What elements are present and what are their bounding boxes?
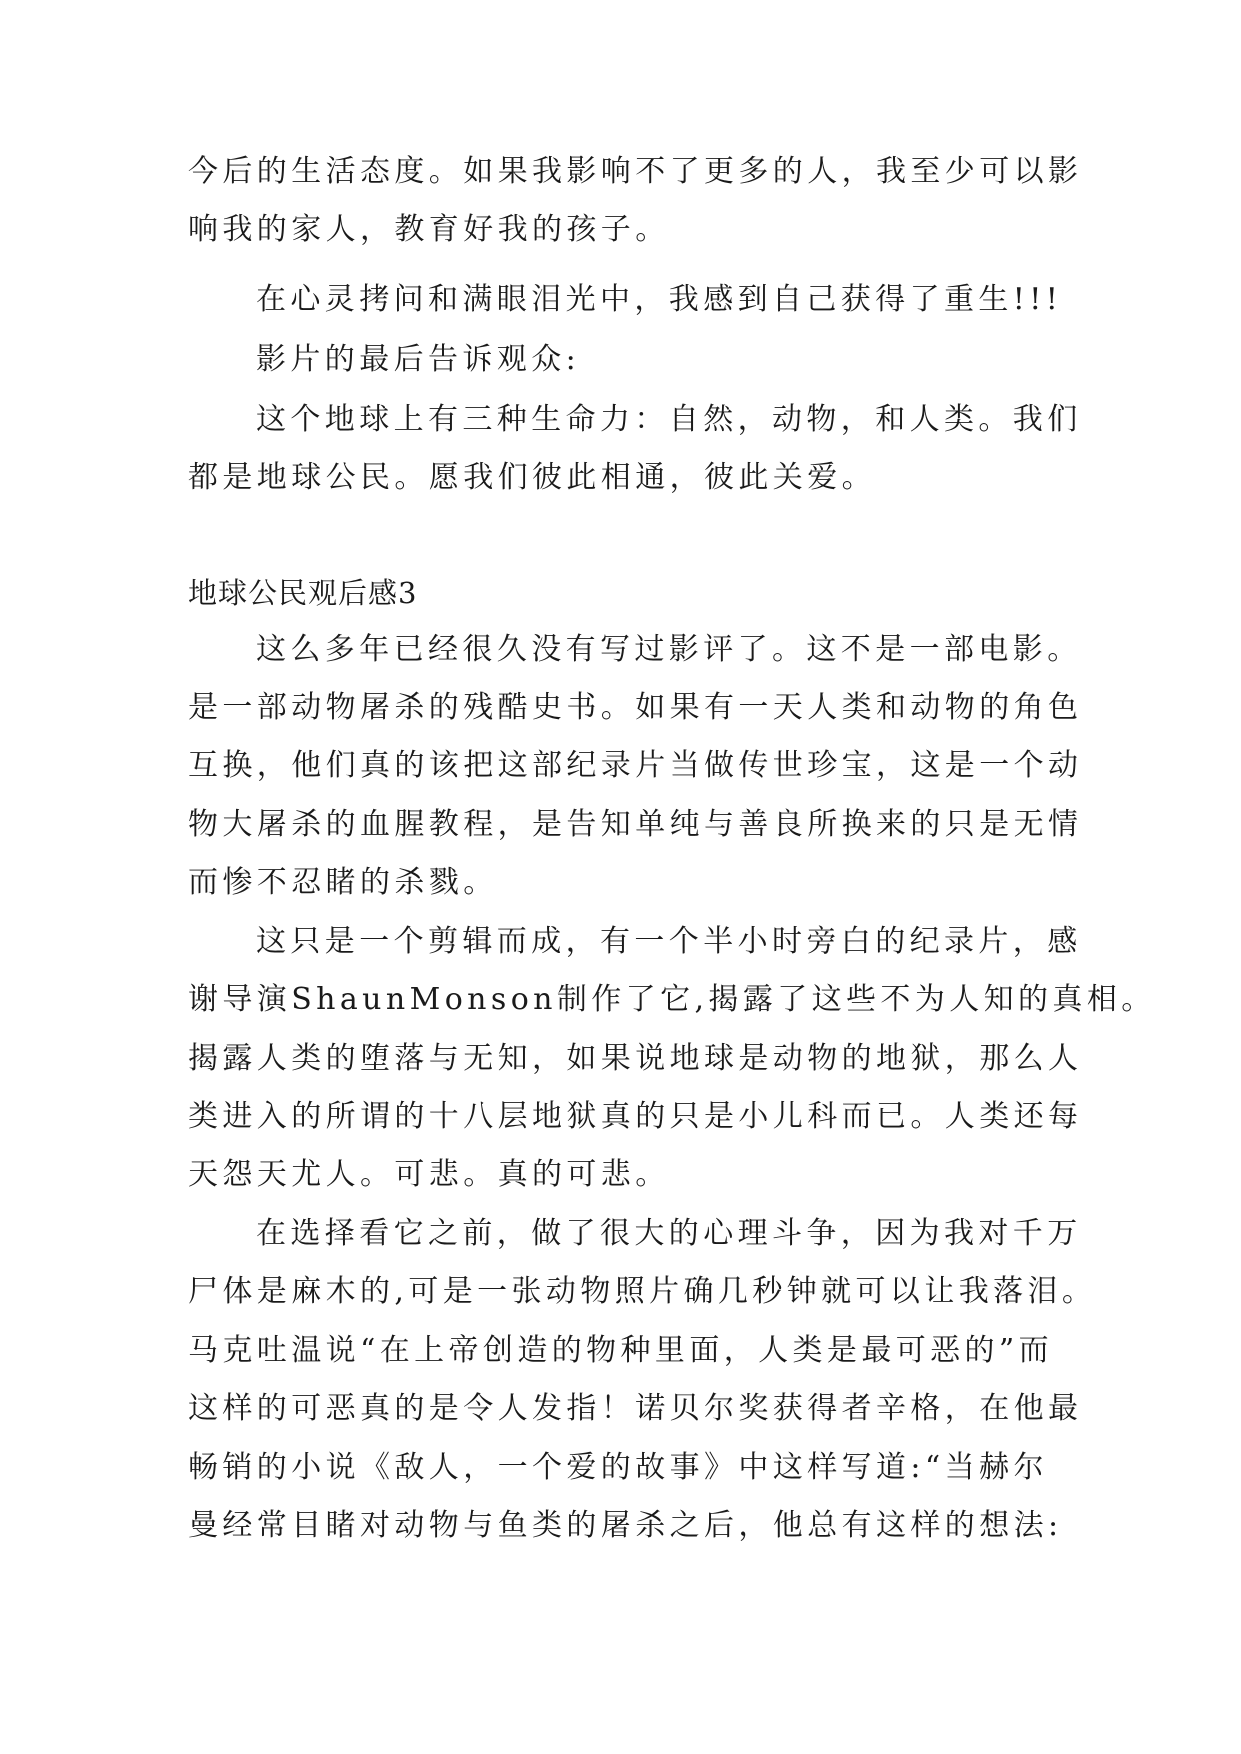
text-line: 这个地球上有三种生命力：自然，动物，和人类。我们	[256, 402, 1082, 437]
text-line: 揭露人类的堕落与无知，如果说地球是动物的地狱，那么人	[188, 1041, 1083, 1076]
text-line: 互换，他们真的该把这部纪录片当做传世珍宝，这是一个动	[188, 748, 1083, 783]
text-line: 在选择看它之前，做了很大的心理斗争，因为我对千万	[256, 1216, 1082, 1251]
text-line: 而惨不忍睹的杀戮。	[188, 865, 498, 900]
text-line: 天怨天尤人。可悲。真的可悲。	[188, 1157, 670, 1192]
text-line: 畅销的小说《敌人，一个爱的故事》中这样写道:“当赫尔	[188, 1450, 1048, 1485]
text-line: 谢导演ShaunMonson制作了它,揭露了这些不为人知的真相。	[188, 982, 1156, 1017]
text-line: 物大屠杀的血腥教程，是告知单纯与善良所换来的只是无情	[188, 807, 1083, 842]
text-line: 都是地球公民。愿我们彼此相通，彼此关爱。	[188, 460, 876, 495]
text-line: 响我的家人，教育好我的孩子。	[188, 212, 670, 247]
text-line: 这只是一个剪辑而成，有一个半小时旁白的纪录片，感	[256, 924, 1082, 959]
text-line: 马克吐温说“在上帝创造的物种里面，人类是最可恶的”而	[188, 1333, 1054, 1368]
section-heading: 地球公民观后感3	[188, 576, 418, 610]
text-line: 在心灵拷问和满眼泪光中，我感到自己获得了重生!!!	[256, 282, 1063, 317]
text-line: 类进入的所谓的十八层地狱真的只是小儿科而已。人类还每	[188, 1099, 1083, 1134]
text-line: 今后的生活态度。如果我影响不了更多的人，我至少可以影	[188, 154, 1083, 189]
text-line: 是一部动物屠杀的残酷史书。如果有一天人类和动物的角色	[188, 690, 1083, 725]
text-line: 这样的可恶真的是令人发指！诺贝尔奖获得者辛格，在他最	[188, 1391, 1083, 1426]
text-line: 曼经常目睹对动物与鱼类的屠杀之后，他总有这样的想法:	[188, 1508, 1063, 1543]
text-line: 影片的最后告诉观众:	[256, 342, 581, 377]
text-line: 这么多年已经很久没有写过影评了。这不是一部电影。	[256, 632, 1082, 667]
text-line: 尸体是麻木的,可是一张动物照片确几秒钟就可以让我落泪。	[188, 1274, 1097, 1309]
